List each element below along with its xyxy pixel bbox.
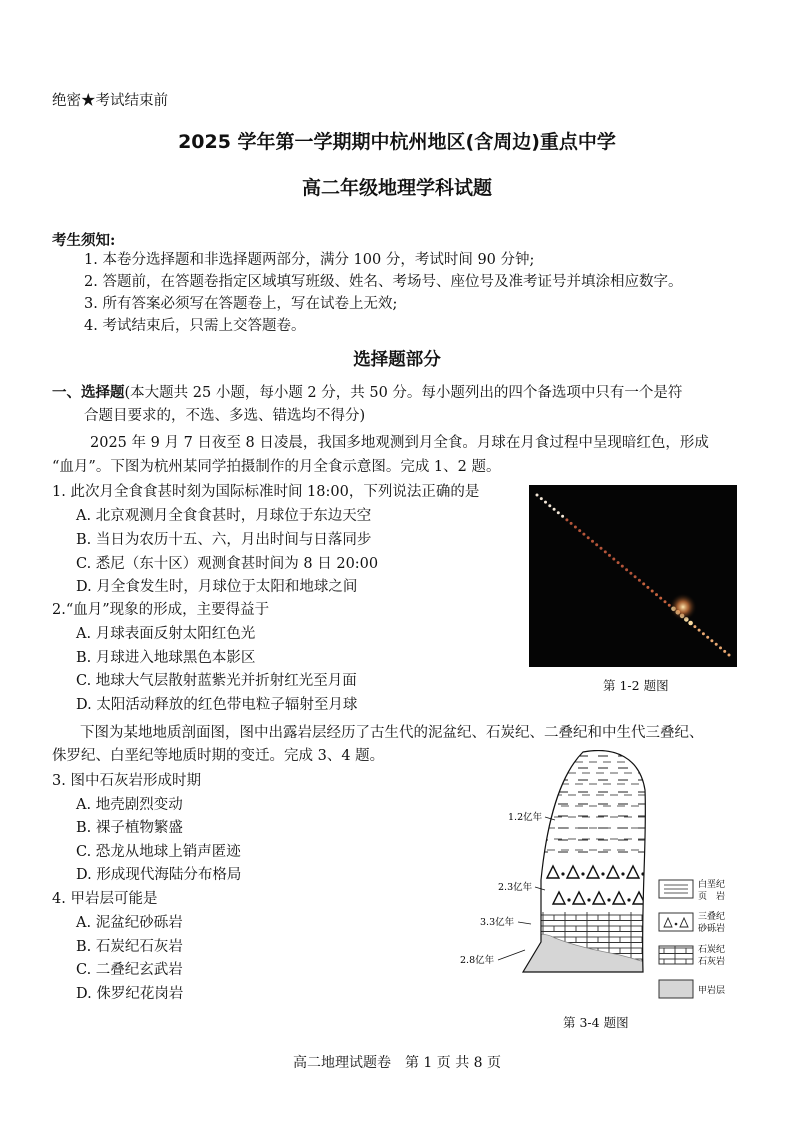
- moon-position-dot: [651, 590, 654, 593]
- exam-subtitle: 高二年级地理学科试题: [301, 177, 492, 199]
- legend: [659, 878, 725, 998]
- legend-label: 甲岩层: [698, 986, 726, 996]
- moon-position-dot: [565, 518, 568, 521]
- question-stem: 3. 图中石灰岩形成时期: [52, 773, 201, 789]
- moon-position-dot: [646, 586, 649, 589]
- geologic-section-diagram: [455, 750, 755, 1010]
- figure-caption: 第 1-2 题图: [603, 678, 669, 693]
- legend-label: 石炭纪: [698, 945, 726, 955]
- question-stem: 2.“血月”现象的形成，主要得益于: [52, 602, 270, 618]
- option: C. 恐龙从地球上销声匿迹: [76, 844, 241, 860]
- rock-column: [515, 750, 655, 972]
- moon-position-dot: [570, 522, 573, 525]
- moon-position-dot: [638, 579, 641, 582]
- moon-position-dot: [548, 504, 551, 507]
- page-footer: 高二地理试题卷 第 1 页 共 8 页: [292, 1055, 502, 1071]
- moon-position-dot: [553, 508, 556, 511]
- moon-position-dot: [634, 575, 637, 578]
- moon-position-dot: [544, 501, 547, 504]
- age-label: 2.8亿年: [460, 955, 495, 966]
- section-title: 选择题部分: [353, 350, 441, 370]
- shale-layer: [515, 750, 655, 860]
- moon-position-dot: [574, 526, 577, 529]
- passage-text: 下图为某地地质剖面图，图中出露岩层经历了古生代的泥盆纪、石炭纪、二叠纪和中生代三叠纪、: [80, 725, 704, 741]
- passage-text: 侏罗纪、白垩纪等地质时期的变迁。完成 3、4 题。: [52, 748, 385, 764]
- legend-label: 砂砾岩: [698, 924, 726, 934]
- eclipse-peak-glow: [669, 593, 697, 621]
- moon-position-dot: [557, 511, 560, 514]
- moon-position-dot: [587, 536, 590, 539]
- part-label: 一、选择题: [52, 384, 125, 401]
- notice-item: 1. 本卷分选择题和非选择题两部分，满分 100 分，考试时间 90 分钟;: [84, 252, 535, 268]
- moon-position-dot: [719, 646, 722, 649]
- notice-item: 3. 所有答案必须写在答题卷上，写在试卷上无效;: [84, 296, 398, 312]
- option: A. 月球表面反射太阳红色光: [76, 626, 256, 642]
- notice-heading: 考生须知:: [52, 232, 116, 249]
- moon-position-dot: [582, 533, 585, 536]
- figure-caption: 第 3-4 题图: [563, 1015, 629, 1030]
- moon-position-dot: [728, 654, 731, 657]
- moon-position-dot: [600, 547, 603, 550]
- question-stem: 4. 甲岩层可能是: [52, 891, 158, 907]
- moon-position-dot: [604, 550, 607, 553]
- moon-position-dot: [688, 621, 693, 626]
- part-description: (本大题共 25 小题，每小题 2 分，共 50 分。每小题列出的四个备选项中只有一个是符: [124, 385, 683, 401]
- legend-label: 页 岩: [698, 892, 726, 902]
- legend-label: 三叠纪: [698, 912, 726, 922]
- moon-position-dot: [715, 643, 718, 646]
- moon-position-dot: [617, 561, 620, 564]
- exam-title: 2025 学年第一学期期中杭州地区(含周边)重点中学: [178, 131, 616, 153]
- moon-position-dot: [591, 540, 594, 543]
- moon-position-dot: [625, 568, 628, 571]
- option: D. 侏罗纪花岗岩: [76, 986, 184, 1002]
- moon-position-dot: [578, 529, 581, 532]
- moon-position-dot: [655, 593, 658, 596]
- legend-label: 石灰岩: [698, 957, 726, 967]
- moon-position-dot: [693, 625, 696, 628]
- part-description-cont: 合题目要求的，不选、多选、错选均不得分): [84, 408, 366, 424]
- option: B. 月球进入地球黑色本影区: [76, 650, 256, 666]
- option: C. 悉尼（东十区）观测食甚时间为 8 日 20:00: [76, 556, 379, 572]
- moon-position-dot: [536, 494, 539, 497]
- moon-position-dot: [710, 639, 713, 642]
- moon-position-dot: [612, 558, 615, 561]
- notice-item: 4. 考试结束后，只需上交答题卷。: [84, 318, 306, 334]
- moon-position-dot: [702, 632, 705, 635]
- notice-item: 2. 答题前，在答题卷指定区域填写班级、姓名、考场号、座位号及准考证号并填涂相应数字。: [84, 274, 683, 290]
- age-label: 3.3亿年: [480, 917, 515, 928]
- lunar-eclipse-photo: [529, 485, 737, 667]
- age-label: 1.2亿年: [508, 812, 543, 823]
- moon-position-dot: [540, 497, 543, 500]
- moon-trail: [529, 485, 737, 667]
- option: D. 太阳活动释放的红色带电粒子辐射至月球: [76, 697, 358, 713]
- moon-position-dot: [561, 515, 564, 518]
- legend-label: 白垩纪: [698, 880, 726, 890]
- confidential-mark: 绝密★考试结束前: [52, 93, 168, 109]
- moon-position-dot: [723, 650, 726, 653]
- moon-position-dot: [629, 572, 632, 575]
- moon-position-dot: [642, 582, 645, 585]
- moon-position-dot: [621, 565, 624, 568]
- moon-position-dot: [659, 597, 662, 600]
- option: A. 北京观测月全食食甚时，月球位于东边天空: [76, 508, 372, 524]
- moon-position-dot: [706, 636, 709, 639]
- passage-text: “血月”。下图为杭州某同学拍摄制作的月全食示意图。完成 1、2 题。: [52, 459, 501, 475]
- age-label: 2.3亿年: [498, 882, 533, 893]
- option: B. 当日为农历十五、六，月出时间与日落同步: [76, 532, 372, 548]
- moon-position-dot: [698, 629, 701, 632]
- option: B. 石炭纪石灰岩: [76, 939, 183, 955]
- option: D. 月全食发生时，月球位于太阳和地球之间: [76, 579, 358, 595]
- option: D. 形成现代海陆分布格局: [76, 867, 242, 883]
- part-heading: [52, 383, 682, 403]
- moon-position-dot: [608, 554, 611, 557]
- passage-text: 2025 年 9 月 7 日夜至 8 日凌晨，我国多地观测到月全食。月球在月食过程中呈现暗红色，形成: [90, 435, 709, 451]
- question-stem: 1. 此次月全食食甚时刻为国际标准时间 18:00，下列说法正确的是: [52, 484, 480, 500]
- option: C. 地球大气层散射蓝紫光并折射红光至月面: [76, 673, 357, 689]
- option: C. 二叠纪玄武岩: [76, 962, 183, 978]
- moon-position-dot: [595, 543, 598, 546]
- moon-position-dot: [664, 600, 667, 603]
- option: A. 泥盆纪砂砾岩: [76, 915, 183, 931]
- option: A. 地壳剧烈变动: [76, 797, 183, 813]
- option: B. 裸子植物繁盛: [76, 820, 183, 836]
